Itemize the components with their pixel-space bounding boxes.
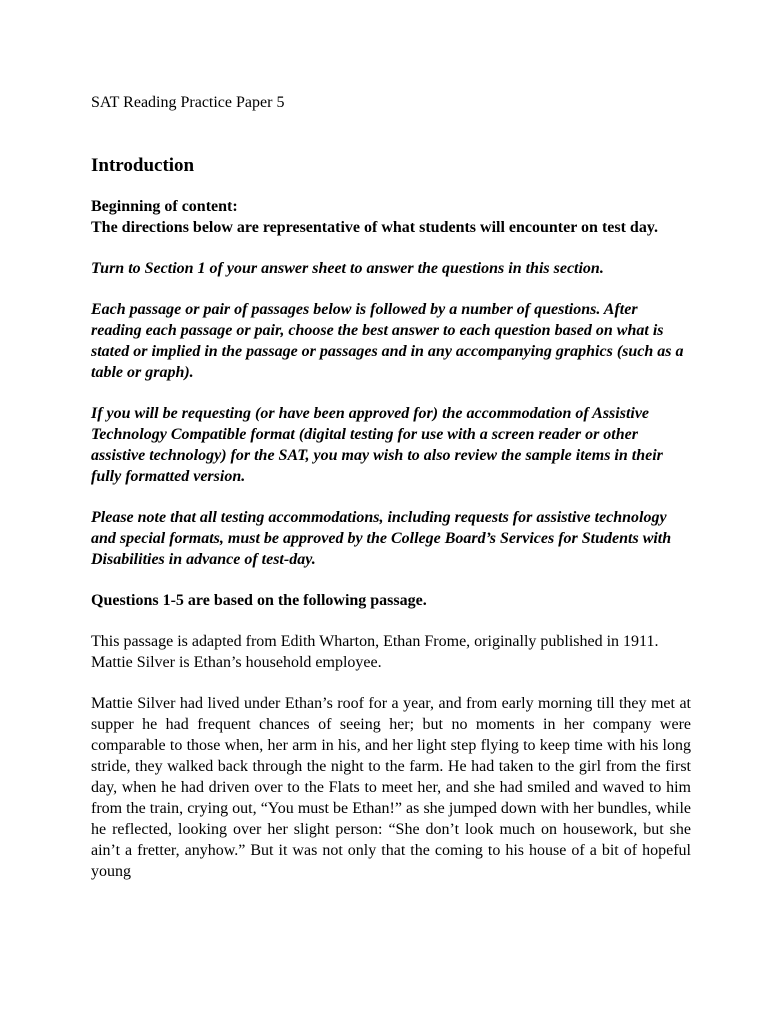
passage-text: Mattie Silver had lived under Ethan’s roof for a year, and from early morning till they met at supper he had frequent chances of seeing her; but no moments in her company were comparable to those when, her arm in his, and her light step flying to keep time with his long stride, they walked back through the night to the farm. He had taken to the girl from the first day, when he had driven over to the Flats to meet her, and she had smiled and waved to him from the train, crying out, “You must be Ethan!” as she jumped down with her bundles, while he reflected, looking over her slight person: “She don’t look much on housework, but she ain’t a fretter, anyhow.” But it was not only that the coming to his house of a bit of hopeful young: [91, 695, 691, 880]
section-heading: Introduction: [91, 155, 195, 176]
source-note: This passage is adapted from Edith Wharton, Ethan Frome, originally published in 1911. Mattie Silver is Ethan’s household employee.: [91, 633, 659, 671]
instruction-section: Turn to Section 1 of your answer sheet to answer the questions in this section.: [91, 260, 604, 277]
instruction-passages: Each passage or pair of passages below is followed by a number of questions. After reading each passage or pair, choose the best answer to each question based on what is stated or implied in the passage or passages and in any accompanying graphics (such as a table or graph).: [91, 301, 684, 381]
document-title: SAT Reading Practice Paper 5: [91, 94, 285, 111]
document-body: [91, 92, 691, 882]
directions-intro: The directions below are representative of what students will encounter on test day.: [91, 219, 658, 236]
beginning-label: Beginning of content:: [91, 198, 238, 215]
instruction-assistive: If you will be requesting (or have been approved for) the accommodation of Assistive Technology Compatible format (digital testing for use with a screen reader or other assistive technology) for the SAT, you may wish to also review the sample items in their fully formatted version.: [91, 405, 663, 485]
questions-heading: Questions 1-5 are based on the following passage.: [91, 592, 427, 609]
instruction-note: Please note that all testing accommodations, including requests for assistive technology and special formats, must be approved by the College Board’s Services for Students with Disabilities in advance of test-day.: [91, 509, 672, 568]
